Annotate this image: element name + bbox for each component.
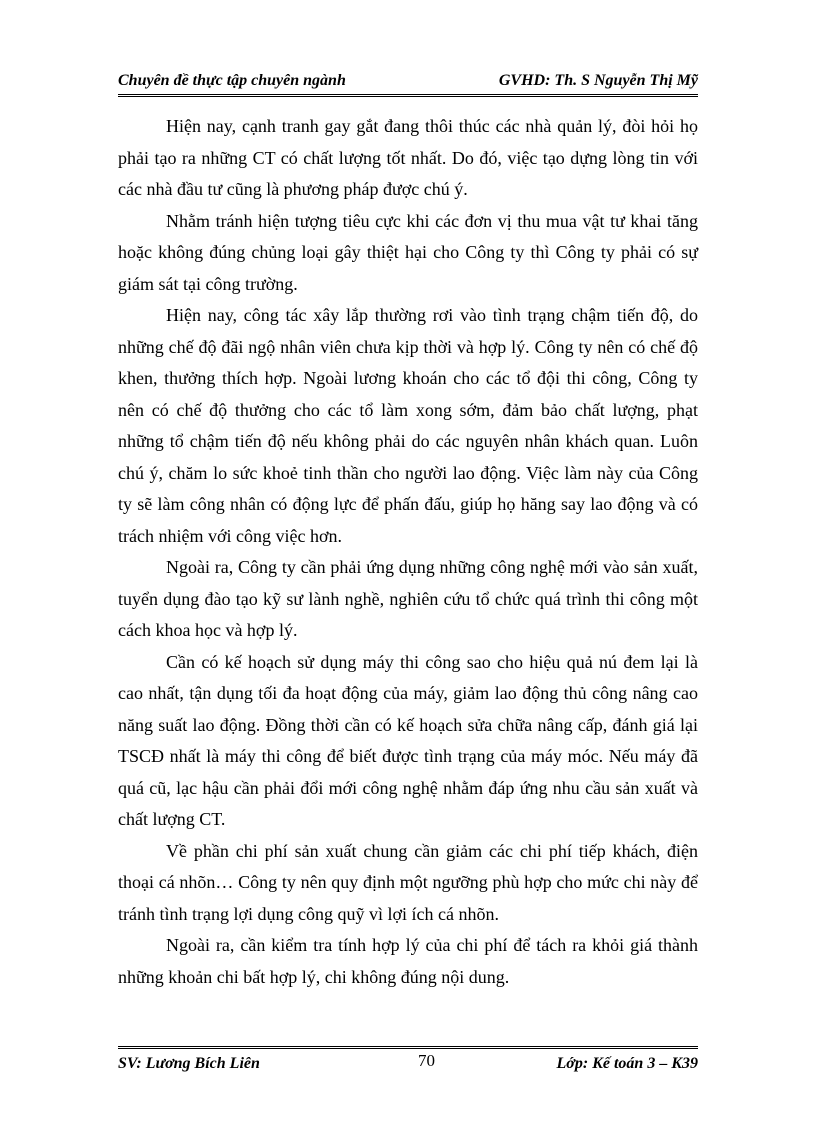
paragraph-7: Ngoài ra, cần kiểm tra tính hợp lý của chi phí để tách ra khỏi giá thành những khoản chi bất hợp lý, chi không đúng nội dung. — [118, 935, 698, 987]
page-header — [118, 70, 698, 97]
header-course-title: Chuyên đề thực tập chuyên ngành — [118, 72, 346, 89]
header-supervisor: GVHD: Th. S Nguyễn Thị Mỹ — [498, 72, 698, 89]
footer-student: SV: Lương Bích Liên — [118, 1055, 260, 1072]
paragraph-2: Nhằm tránh hiện tượng tiêu cực khi các đơn vị thu mua vật tư khai tăng hoặc không đúng chủng loại gây thiệt hại cho Công ty thì Công ty phải có sự giám sát tại công trường. — [118, 210, 698, 294]
paragraph-5: Cần có kế hoạch sử dụng máy thi công sao cho hiệu quả nú đem lại là cao nhất, tận dụng tối đa hoạt động của máy, giảm lao động thủ công nâng cao năng suất lao động. Đồng thời cần có kế hoạch sửa chữa nâng cấp, đánh giá lại TSCĐ nhất là máy thi công để biết được tình trạng của máy móc. Nếu máy đã quá cũ, lạc hậu cần phải đổi mới công nghệ nhằm đáp ứng nhu cầu sản xuất và chất lượng CT. — [118, 651, 698, 829]
paragraph-4: Ngoài ra, Công ty cần phải ứng dụng những công nghệ mới vào sản xuất, tuyển dụng đào tạo kỹ sư lành nghề, nghiên cứu tổ chức quá trình thi công một cách khoa học và hợp lý. — [118, 557, 698, 640]
footer-class: Lớp: Kế toán 3 – K39 — [556, 1055, 698, 1072]
page-footer — [118, 1046, 698, 1073]
paragraph-6: Về phần chi phí sản xuất chung cần giảm các chi phí tiếp khách, điện thoại cá nhõn… Công ty nên quy định một ngưỡng phù hợp cho mức chi này để tránh tình trạng lợi dụng công quỹ vì lợi ích cá nhõn. — [118, 840, 698, 924]
paragraph-1: Hiện nay, cạnh tranh gay gắt đang thôi thúc các nhà quản lý, đòi hỏi họ phải tạo ra những CT có chất lượng tốt nhất. Do đó, việc tạo dựng lòng tin với các nhà đầu tư cũng là phương pháp được chú ý. — [118, 116, 698, 199]
body-text — [118, 111, 698, 993]
paragraph-3: Hiện nay, công tác xây lắp thường rơi vào tình trạng chậm tiến độ, do những chế độ đãi ngộ nhân viên chưa kịp thời và hợp lý. Công ty nên có chế độ khen, thưởng thích hợp. Ngoài lương khoán cho các tổ đội thi công, Công ty nên có chế độ thưởng cho các tổ làm xong sớm, đảm bảo chất lượng, phạt những tổ chậm tiến độ nếu không phải do các nguyên nhân khách quan. Luôn chú ý, chăm lo sức khoẻ tinh thần cho người lao động. Việc làm này của Công ty sẽ làm công nhân có động lực để phấn đấu, giúp họ hăng say lao động và có trách nhiệm với công việc hơn. — [118, 305, 698, 546]
page-number: 70 — [418, 1051, 435, 1070]
